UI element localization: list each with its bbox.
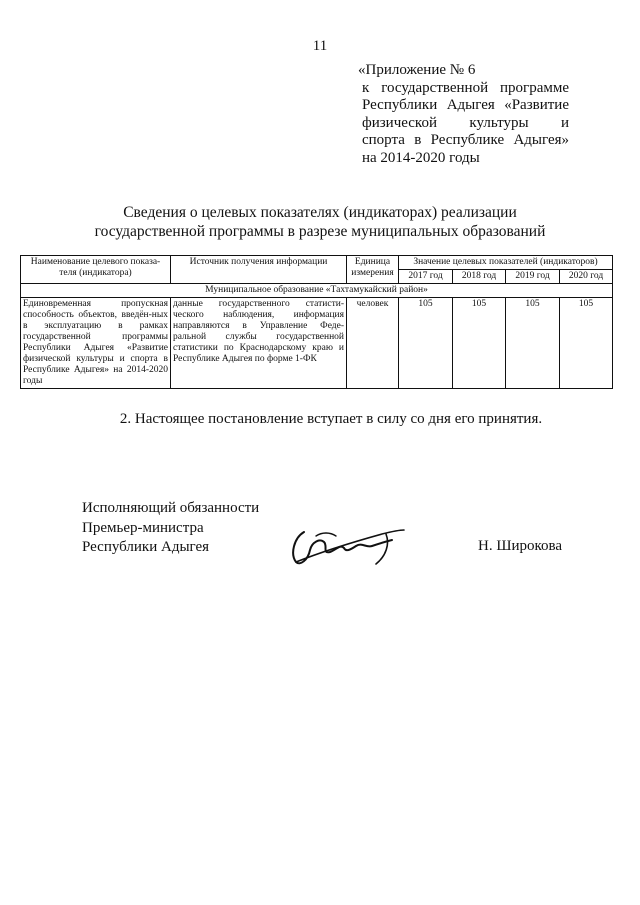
header-values-group: Значение целевых показателей (индикаторов): [399, 256, 613, 270]
signer-title-line: Республики Адыгея: [82, 539, 210, 555]
header-year: 2019 год: [506, 270, 560, 284]
header-year: 2018 год: [453, 270, 506, 284]
header-year: 2017 год: [399, 270, 453, 284]
indicator-unit: человек: [347, 298, 399, 389]
indicator-value: 105: [453, 298, 506, 389]
signer-block: [82, 499, 259, 558]
municipality-row: [21, 284, 613, 298]
appendix-line: на 2014-2020 годы: [362, 149, 480, 166]
indicator-source: данные государственного статисти-ческого наблюдения, информация направляются в Управление Феде-ральной службы государственной статистики по Краснодарскому краю и Республике Адыгея по форме 1-ФК: [171, 298, 347, 389]
document-heading: [0, 203, 640, 241]
indicators-table: [20, 255, 613, 389]
indicator-value: 105: [399, 298, 453, 389]
header-name: Наименование целевого показа-теля (индикатора): [21, 256, 171, 284]
appendix-line: «Приложение № 6: [358, 62, 476, 78]
appendix-line: к государственной программе: [362, 79, 569, 96]
indicator-value: 105: [506, 298, 560, 389]
resolution-paragraph: 2. Настоящее постановление вступает в силу со дня его принятия.: [119, 411, 543, 427]
appendix-line: физической культуры и: [362, 114, 569, 131]
signer-title-line: Исполняющий обязанности: [82, 500, 260, 516]
signer-title-line: Премьер-министра: [82, 519, 204, 536]
table-header-row: [21, 256, 613, 270]
signer-name: Н. Широкова: [478, 538, 563, 554]
header-year: 2020 год: [560, 270, 613, 284]
page-number: 11: [312, 38, 328, 54]
appendix-line: Республики Адыгея «Развитие: [362, 97, 569, 113]
indicator-value: 105: [560, 298, 613, 389]
handwritten-signature: [286, 524, 416, 574]
municipality-name: Муниципальное образование «Тахтамукайский район»: [21, 284, 613, 298]
header-source: Источник получения информации: [171, 256, 347, 284]
indicator-name: Единовременная пропускная способность объектов, введён-ных в эксплуатацию в рамках государственной программы Республики Адыгея «Развитие физической культуры и спорта в Республике Адыгея» на 2014-2020 годы: [21, 298, 171, 389]
table-row: [21, 298, 613, 389]
heading-line-2: государственной программы в разрезе муниципальных образований: [94, 223, 546, 240]
appendix-line: спорта в Республике Адыгея»: [362, 132, 569, 148]
heading-line-1: Сведения о целевых показателях (индикаторах) реализации: [123, 204, 517, 221]
header-unit: Единица измерения: [347, 256, 399, 284]
appendix-caption: [358, 62, 569, 167]
